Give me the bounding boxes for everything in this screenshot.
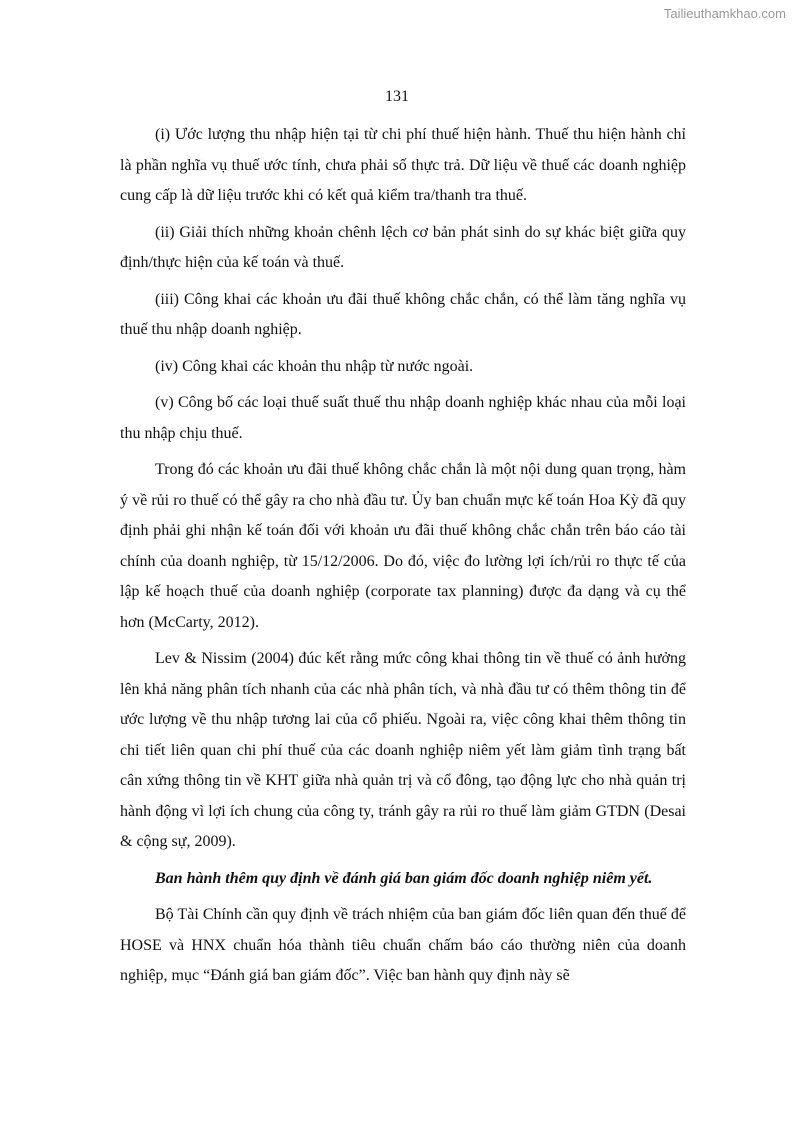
watermark: Tailieuthamkhao.com xyxy=(663,6,786,21)
paragraph-lev-nissim: Lev & Nissim (2004) đúc kết rằng mức công khai thông tin về thuế có ảnh hưởng lên khả năng phân tích nhanh của các nhà phân tích, và nhà đầu tư có thêm thông tin để ước lượng về thu nhập tương lai của cổ phiếu. Ngoài ra, việc công khai thêm thông tin chi tiết liên quan chi phí thuế của các doanh nghiệp niêm yết làm giảm tình trạng bất cân xứng thông tin về KHT giữa nhà quản trị và cổ đông, tạo động lực cho nhà quản trị hành động vì lợi ích chung của công ty, tránh gây ra rủi ro thuế làm giảm GTDN (Desai & cộng sự, 2009). xyxy=(120,650,686,850)
paragraph-item-v: (v) Công bố các loại thuế suất thuế thu nhập doanh nghiệp khác nhau của mỗi loại thu nhập chịu thuế. xyxy=(120,394,686,442)
page-number: 131 xyxy=(385,88,409,105)
paragraph-tax-incentives: Trong đó các khoản ưu đãi thuế không chắc chắn là một nội dung quan trọng, hàm ý về rủi ro thuế có thể gây ra cho nhà đầu tư. Ủy ban chuẩn mực kế toán Hoa Kỳ đã quy định phải ghi nhận kế toán đối với khoản ưu đãi thuế không chắc chắn trên báo cáo tài chính của doanh nghiệp, từ 15/12/2006. Do đó, việc đo lường lợi ích/rủi ro thực tế của lập kế hoạch thuế của doanh nghiệp (corporate tax planning) được đa dạng và cụ thể hơn (McCarty, 2012). xyxy=(120,461,686,631)
paragraph-item-iv: (iv) Công khai các khoản thu nhập từ nước ngoài. xyxy=(155,357,474,375)
document-body xyxy=(120,120,686,998)
paragraph-item-i: (i) Ước lượng thu nhập hiện tại từ chi phí thuế hiện hành. Thuế thu hiện hành chỉ là phần nghĩa vụ thuế ước tính, chưa phải số thực trả. Dữ liệu về thuế các doanh nghiệp cung cấp là dữ liệu trước khi có kết quả kiểm tra/thanh tra thuế. xyxy=(120,126,686,204)
paragraph-ministry-of-finance: Bộ Tài Chính cần quy định về trách nhiệm của ban giám đốc liên quan đến thuế để HOSE và HNX chuẩn hóa thành tiêu chuẩn chấm báo cáo thường niên của doanh nghiệp, mục “Đánh giá ban giám đốc”. Việc ban hành quy định này sẽ xyxy=(120,906,686,984)
section-heading: Ban hành thêm quy định về đánh giá ban giám đốc doanh nghiệp niêm yết. xyxy=(155,869,653,887)
paragraph-item-ii: (ii) Giải thích những khoản chênh lệch cơ bản phát sinh do sự khác biệt giữa quy định/thực hiện của kế toán và thuế. xyxy=(120,223,686,271)
paragraph-item-iii: (iii) Công khai các khoản ưu đãi thuế không chắc chắn, có thể làm tăng nghĩa vụ thuế thu nhập doanh nghiệp. xyxy=(120,290,686,338)
